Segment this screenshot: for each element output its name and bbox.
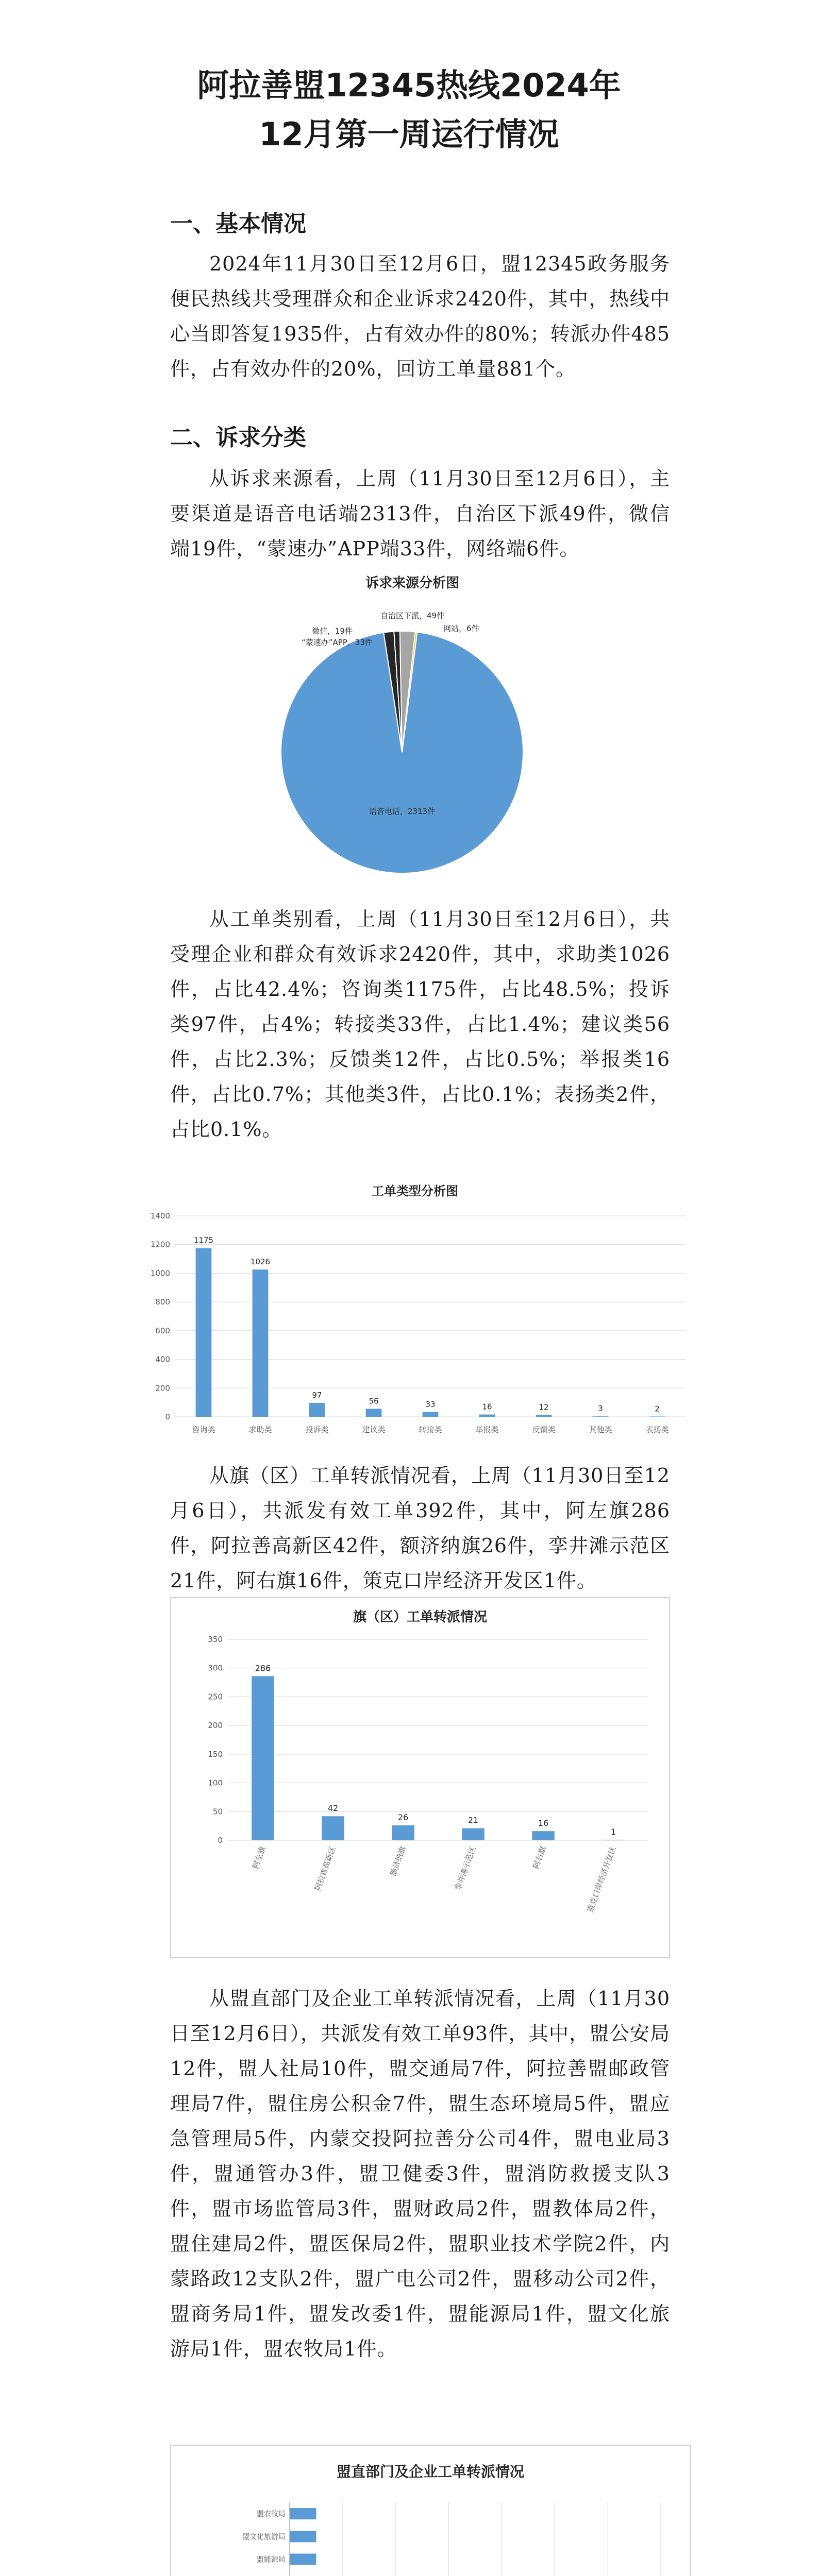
district-y-tick: 200	[208, 1721, 223, 1731]
dept-bar	[290, 2554, 316, 2565]
district-y-tick: 150	[208, 1749, 223, 1759]
dept-chart-title: 盟直部门及企业工单转派情况	[336, 2463, 525, 2480]
type-bar	[649, 1416, 665, 1417]
source-paragraph: 从诉求来源看，上周（11月30日至12月6日），主要渠道是语音电话端2313件，自治区下派49件，微信端19件，“蒙速办”APP端33件，网络端6件。	[170, 467, 670, 560]
pie-data-label: 微信，19件	[312, 626, 353, 636]
district-y-tick: 300	[208, 1663, 223, 1673]
district-bar	[392, 1825, 414, 1840]
type-data-label: 33	[425, 1399, 436, 1409]
type-y-tick: 800	[155, 1297, 170, 1307]
type-bar	[309, 1403, 325, 1417]
type-x-tick: 反馈类	[532, 1425, 556, 1434]
section1-heading: 一、基本情况	[170, 211, 306, 237]
district-x-tick: 阿右旗	[531, 1845, 548, 1870]
type-bar	[536, 1415, 552, 1417]
district-data-label: 286	[255, 1663, 271, 1673]
type-bar-svg	[129, 1175, 701, 1453]
type-bar	[423, 1412, 439, 1417]
doc-title-line2: 12月第一周运行情况	[259, 115, 559, 153]
type-y-tick: 1200	[150, 1240, 170, 1249]
type-bar	[196, 1248, 212, 1417]
district-x-tick: 阿拉善高新区	[313, 1845, 338, 1892]
type-paragraph: 从工单类别看，上周（11月30日至12月6日），共受理企业和群众有效诉求2420件，其中，求助类1026件，占比42.4%；咨询类1175件，占比48.5%；投诉类97件，占4%；转接类33件，占比1.4%；建议类56件，占比2.3%；反馈类12件，占比0.5%；举报类16件，占比0.7%；其他类3件，占比0.1%；表扬类2件，占比0.1%。	[170, 908, 670, 1141]
type-bar	[366, 1409, 382, 1417]
type-data-label: 16	[482, 1402, 492, 1412]
type-bar	[479, 1415, 495, 1417]
district-bar-svg	[171, 1598, 669, 1957]
type-x-tick: 求助类	[248, 1425, 272, 1434]
type-y-tick: 1000	[150, 1268, 170, 1278]
dept-y-tick: 盟农牧局	[257, 2510, 286, 2519]
type-data-label: 56	[369, 1396, 379, 1406]
source-pie-svg	[232, 562, 593, 886]
type-x-tick: 表扬类	[645, 1425, 669, 1434]
type-data-label: 1175	[193, 1235, 214, 1245]
district-y-tick: 50	[212, 1807, 223, 1817]
type-x-tick: 转接类	[419, 1425, 442, 1434]
pie-data-label: 网站，6件	[443, 624, 479, 633]
district-x-tick: 阿左旗	[251, 1845, 268, 1870]
district-y-tick: 0	[218, 1836, 223, 1845]
district-data-label: 1	[610, 1826, 616, 1837]
type-x-tick: 咨询类	[192, 1425, 215, 1434]
type-chart-title: 工单类型分析图	[372, 1184, 458, 1198]
district-paragraph: 从旗（区）工单转派情况看，上周（11月30日至12月6日），共派发有效工单392件，其中，阿左旗286件，阿拉善高新区42件，额济纳旗26件，孪井滩示范区21件，阿右旗16件，策克口岸经济开发区1件。	[170, 1464, 670, 1592]
type-x-tick: 其他类	[589, 1425, 612, 1434]
district-chart-title: 旗（区）工单转派情况	[353, 1609, 488, 1625]
source-pie-chart	[232, 562, 593, 886]
type-data-label: 3	[598, 1404, 603, 1414]
type-bar-chart	[129, 1175, 701, 1453]
dept-bar-svg	[171, 2446, 690, 2576]
section1-paragraph: 2024年11月30日至12月6日，盟12345政务服务便民热线共受理群众和企业诉求2420件，其中，热线中心当即答复1935件，占有效办件的80%；转派办件485件，占有效办件的20%，回访工单量881个。	[170, 252, 670, 380]
type-y-tick: 400	[155, 1354, 170, 1364]
district-y-tick: 100	[208, 1778, 223, 1788]
dept-bar	[290, 2508, 316, 2519]
type-data-label: 1026	[250, 1257, 271, 1267]
district-bar	[252, 1676, 274, 1840]
district-data-label: 26	[397, 1812, 409, 1823]
pie-data-label: 语音电话，2313件	[369, 807, 436, 816]
pie-title: 诉求来源分析图	[365, 575, 460, 591]
section2-heading: 二、诉求分类	[170, 425, 306, 451]
type-x-tick: 投诉类	[305, 1425, 329, 1434]
type-y-tick: 0	[165, 1412, 170, 1421]
district-y-tick: 350	[208, 1635, 223, 1644]
doc-title-line1: 阿拉善盟12345热线2024年	[197, 66, 621, 104]
district-bar-chart	[170, 1597, 670, 1958]
district-x-tick: 额济纳旗	[388, 1845, 408, 1877]
district-data-label: 16	[538, 1818, 549, 1828]
dept-y-tick: 盟文化旅游局	[242, 2533, 286, 2541]
pie-data-label: “蒙速办”APP，33件	[302, 638, 373, 647]
type-data-label: 97	[312, 1390, 322, 1400]
district-bar	[532, 1831, 555, 1840]
type-y-tick: 600	[155, 1326, 170, 1335]
type-y-tick: 200	[155, 1383, 170, 1393]
district-bar	[322, 1816, 344, 1840]
type-data-label: 2	[655, 1404, 660, 1414]
type-data-label: 12	[539, 1402, 549, 1412]
dept-y-tick: 盟能源局	[257, 2555, 286, 2564]
district-data-label: 42	[327, 1803, 339, 1814]
dept-bar-chart	[170, 2445, 691, 2576]
dept-bar	[290, 2531, 316, 2542]
district-y-tick: 250	[208, 1692, 223, 1702]
pie-data-label: 自治区下派，49件	[380, 611, 445, 620]
type-y-tick: 1400	[150, 1211, 170, 1221]
type-x-tick: 举报类	[475, 1425, 499, 1434]
type-bar	[253, 1269, 269, 1417]
type-bar	[593, 1416, 609, 1417]
district-x-tick: 孪井滩示范区	[453, 1845, 478, 1892]
type-x-tick: 建议类	[362, 1425, 386, 1434]
dept-paragraph: 从盟直部门及企业工单转派情况看，上周（11月30日至12月6日），共派发有效工单93件，其中，盟公安局12件，盟人社局10件，盟交通局7件，阿拉善盟邮政管理局7件，盟住房公积金7件，盟生态环境局5件，盟应急管理局5件，内蒙交投阿拉善分公司4件，盟电业局3件，盟通管办3件，盟卫健委3件，盟消防救援支队3件，盟市场监管局3件，盟财政局2件，盟教体局2件，盟住建局2件，盟医保局2件，盟职业技术学院2件，内蒙路政12支队2件，盟广电公司2件，盟移动公司2件，盟商务局1件，盟发改委1件，盟能源局1件，盟文化旅游局1件，盟农牧局1件。	[170, 1987, 670, 2360]
district-data-label: 21	[468, 1815, 479, 1825]
district-bar	[462, 1828, 485, 1840]
district-x-tick: 策克口岸经济开发区	[585, 1845, 618, 1914]
